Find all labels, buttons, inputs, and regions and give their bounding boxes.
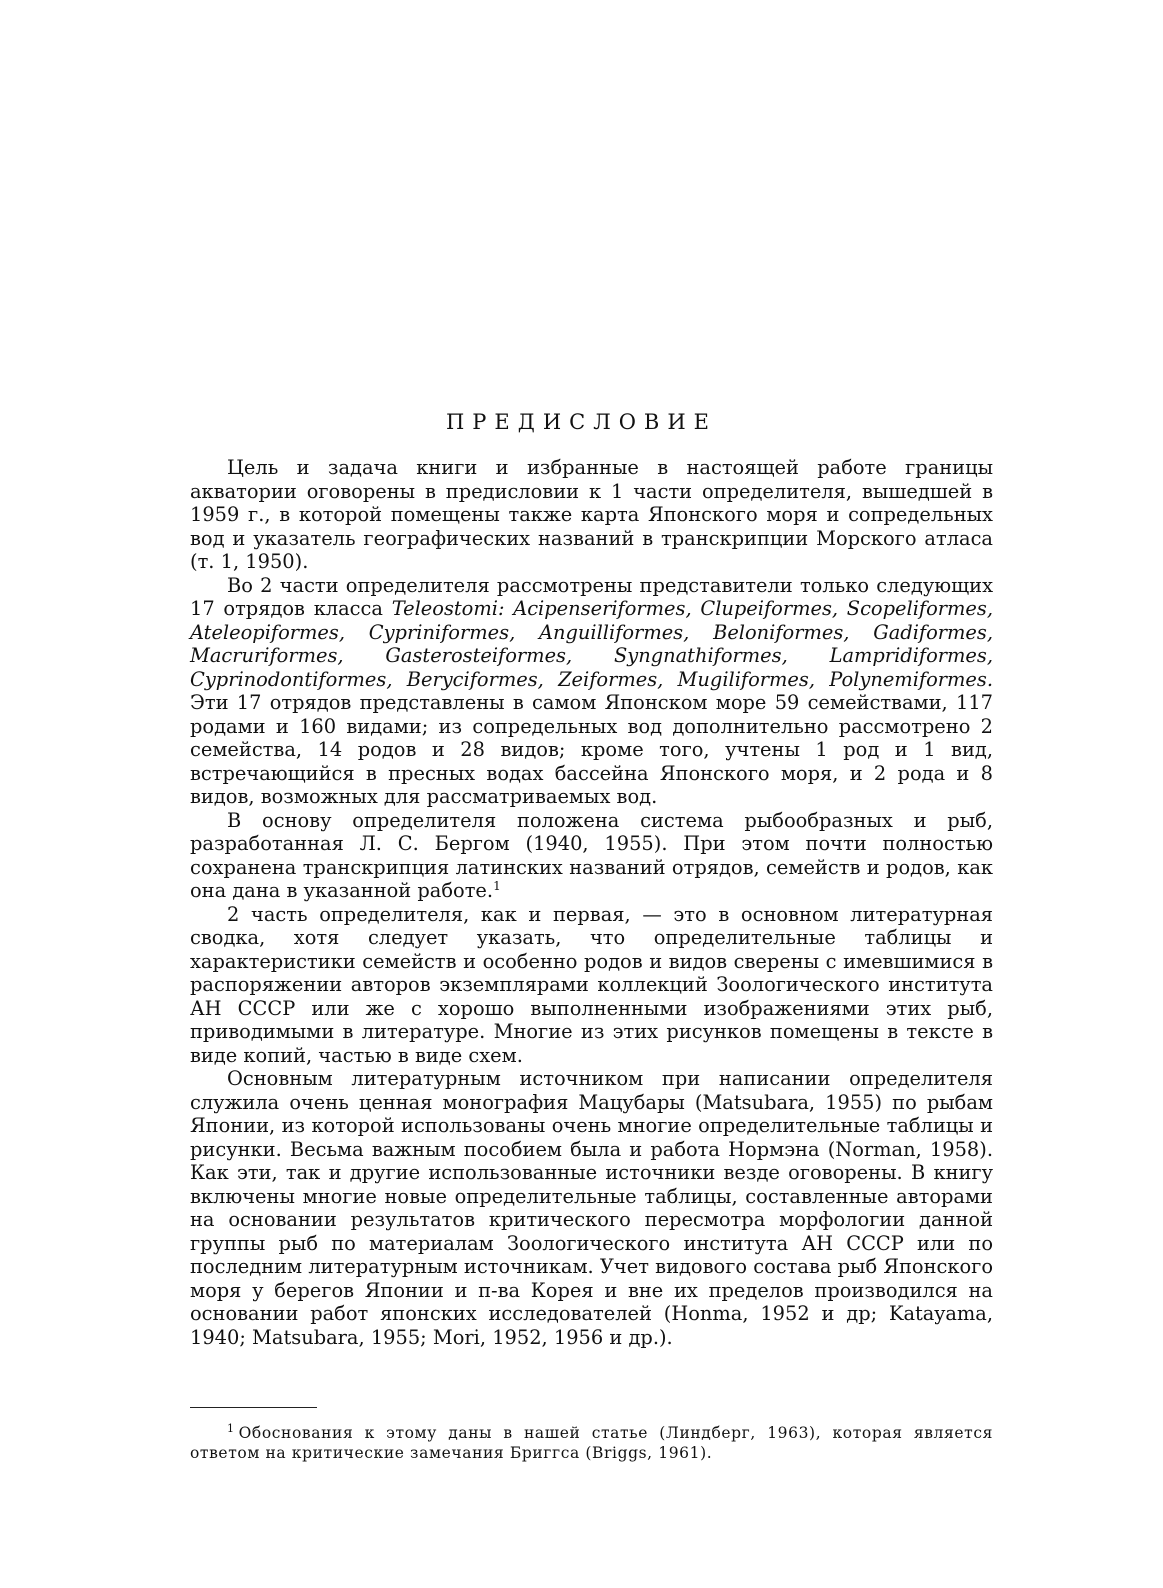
paragraph-3: [190, 809, 993, 903]
footnote: [190, 1423, 993, 1463]
taxa-list: Teleostomi: Acipenseriformes, Clupeiformes, Scopeliformes, Ateleopiformes, Cypriniformes, Anguilliformes, Beloniformes, Gadiformes, Macruriformes, Gasterosteiformes, Syngnathiformes, Lampridiformes, Cyprinodontiformes, Beryciformes, Zeiformes, Mugiliformes, Polynemiformes.: [190, 597, 993, 691]
paragraph-3-text: В основу определителя положена система рыбообразных и рыб, разработанная Л. С. Бергом (1940, 1955). При этом почти полностью сохранена транскрипция латинских названий отрядов, семейств и родов, как она дана в указанной работе.: [190, 808, 993, 902]
paragraph-1: Цель и задача книги и избранные в настоящей работе границы акватории оговорены в предисловии к 1 части определителя, вышедшей в 1959 г., в которой помещены также карта Японского моря и сопредельных вод и указатель географических названий в транскрипции Морского атласа (т. 1, 1950).: [190, 456, 993, 573]
preface-body: [190, 456, 993, 1349]
paragraph-5: Основным литературным источником при написании определителя служила очень ценная монография Мацубары (Matsubara, 1955) по рыбам Японии, из которой использованы очень многие определительные таблицы и рисунки. Весьма важным пособием была и работа Нормэна (Norman, 1958). Как эти, так и другие использованные источники везде оговорены. В книгу включены многие новые определительные таблицы, составленные авторами на основании результатов критического пересмотра морфологии данной группы рыб по материалам Зоологического института АН СССР или по последним литературным источникам. Учет видового состава рыб Японского моря у берегов Японии и п-ва Корея и вне их пределов производился на основании работ японских исследователей (Honma, 1952 и др; Katayama, 1940; Matsubara, 1955; Mori, 1952, 1956 и др.).: [190, 1067, 993, 1349]
paragraph-2-intro: Во 2 части определителя рассмотрены представители только следующих 17 отрядов класса: [190, 573, 993, 620]
paragraph-2: [190, 574, 993, 809]
footnote-divider: [190, 1407, 317, 1408]
footnote-number: 1: [227, 1422, 235, 1435]
page-title: ПРЕДИСЛОВИЕ: [445, 410, 718, 434]
paragraph-2-counts: Эти 17 отрядов представлены в самом Японском море 59 семействами, 117 родами и 160 видами; из сопредельных вод дополнительно рассмотрено 2 семейства, 14 родов и 28 видов; кроме того, учтены 1 род и 1 вид, встречающийся в пресных водах бассейна Японского моря, и 2 рода и 8 видов, возможных для рассматриваемых вод.: [190, 691, 993, 808]
paragraph-4: 2 часть определителя, как и первая, — это в основном литературная сводка, хотя следует указать, что определительные таблицы и характеристики семейств и особенно родов и видов сверены с имевшимися в распоряжении авторов экземплярами коллекций Зоологического института АН СССР или же с хорошо выполненными изображениями этих рыб, приводимыми в литературе. Многие из этих рисунков помещены в тексте в виде копий, частью в виде схем.: [190, 902, 993, 1067]
footnote-text: Обоснования к этому даны в нашей статье (Линдберг, 1963), которая является ответом на критические замечания Бриггса (Briggs, 1961).: [190, 1424, 993, 1462]
footnote-paragraph: [190, 1423, 993, 1463]
footnote-marker: 1: [493, 879, 501, 893]
